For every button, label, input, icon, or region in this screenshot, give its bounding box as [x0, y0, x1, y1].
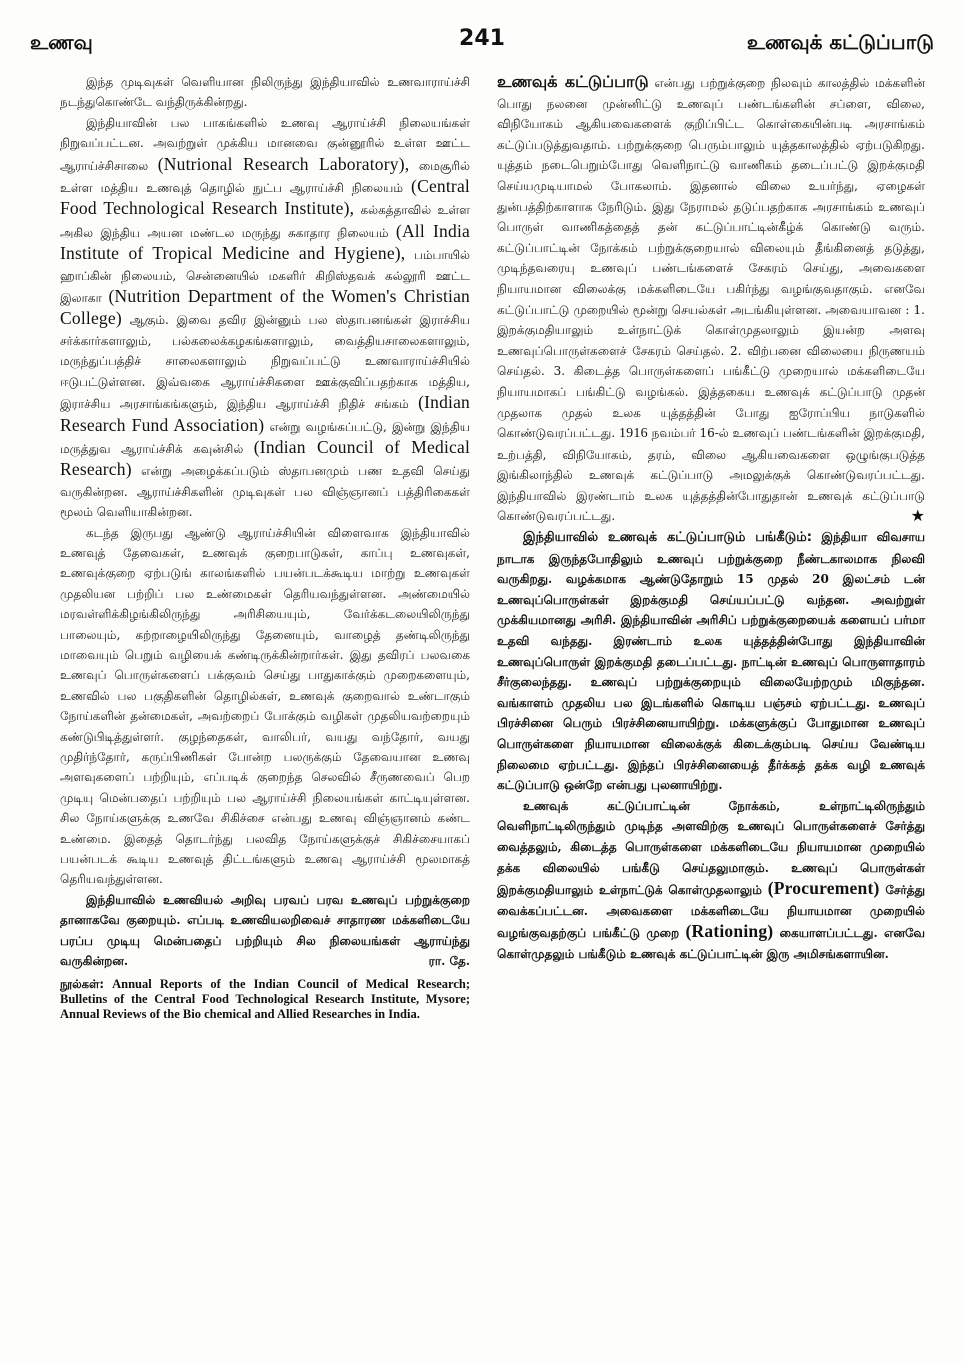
text-run: என்று வழங்கப்பட்டு, இன்று இந்திய மருத்துவ ஆராய்ச்சிக் கவுன்சில்: [60, 419, 470, 456]
header-right-title: உணவுக் கட்டுப்பாடு: [746, 30, 934, 54]
left-column: [60, 72, 470, 1022]
article-title: உணவுக் கட்டுப்பாடு: [497, 72, 649, 91]
english-term: (Nutrition Department of the Women's Christian College): [60, 286, 470, 329]
english-term: (Nutrional Research Laboratory),: [157, 153, 410, 174]
right-column: [497, 72, 925, 965]
paragraph-intro: [497, 72, 925, 527]
paragraph: கடந்த இருபது ஆண்டு ஆராய்ச்சியின் விளைவாக இந்தியாவில் உணவுத் தேவைகள், உணவுக் குறைபாடுகள், காப்பு உணவுகள், உணவுக்குறை ஏற்படுங் காலங்களில் பயன்படக்கூடிய மாற்று உணவுகள் முதலியன பற்றிப் பல உண்மைகள் தெரியவந்துள்ளன. அண்மையில் மரவள்ளிக்கிழங்கிலிருந்து அரிசியையும், வேர்க்கடலையிலிருந்து பாலையும், கற்றாழையிலிருந்து தேனையும், வாழைத் தண்டிலிருந்து மாவையும் பெறும் வழியைக் கண்டிருக்கின்றார்கள். இது தவிரப் பலவகை உணவுப் பொருள்களைப் பக்குவம் செய்து பாதுகாக்கும் முறைகளையும், உணவில் பல பகுதிகளின் தொழில்கள், உணவுக் குறைவால் உண்டாகும் நோய்களின் தன்மைகள், அவற்றைப் போக்கும் வழிகள் முதலியவற்றையும் கண்டுபிடித்துள்ளர். குழந்தைகள், வாலிபர், வயது வந்தோர், வயது முதிர்ந்தோர், கருப்பிணிகள் போன்ற பலருக்கும் தேவையான உணவு அளவுகளைப் பற்றியும், எப்படிக் குறைந்த செலவில் சீருணவைப் பெற முடியு மென்பதைப் பற்றியும் பல ஆராய்ச்சி நிலையங்கள் காட்டியுள்ளன. சில நோய்களுக்கு உணவே சிகிச்சை என்பது உணவு விஞ்ஞானம் கண்ட உண்மை. இதைத் தொடர்ந்து பலவித நோய்களுக்குச் சிகிச்சையாகப் பயன்படக் கூடிய உணவுத் திட்டங்களும் உணவு ஆராய்ச்சி மூலமாகத் தெரியவந்துள்ளன.: [60, 525, 470, 887]
paragraph-institutes: [60, 113, 470, 523]
year-text: 1916: [618, 426, 648, 442]
text-run: என்பது பற்றுக்குறை நிலவும் காலத்தில் மக்களின் பொது நலனை முன்னிட்டு உணவுப் பண்டங்களின் சப்ளை, விலை, விநியோகம் ஆகியவைகளைக் குறிப்பிட்ட கொள்கையின்படி அரசாங்கம் கட்டுப்படுத்துவதாம். பற்றுக்குறை பெரும்பாலும் யுத்தகாலத்தில் ஏற்படுகிறது. யுத்தம் நடைபெறும்போது வெளிநாட்டு வாணிகம் தடைப்பட்டு இறக்குமதி செய்யமுடியாமல் போகலாம். இதனால் விலை உயர்ந்து, ஏழைகள் துன்பத்திற்காளாக நேரிடும். இது நேராமல் தடுப்பதற்காக அரசாங்கம் உணவுப் பொருள் வாணிகத்தைத் தன் கட்டுப்பாட்டின்கீழ்க் கொண்டு வரும். கட்டுப்பாட்டின் நோக்கம் பற்றுக்குறையால் விலையும் தீங்கினைத் தடுத்து, முடிந்தவரையு உணவுப் பண்டங்களைச் சேகரம் செய்து, அவைகளை நியாயமான விலைக்கு மக்களிடையே பகிர்ந்து வழங்குவதாகும். எனவே கட்டுப்பாட்டு முறையில் மூன்று செயல்கள் அடங்கியுள்ளன. அவையாவன : 1. இறக்குமதியாலும் உள்நாட்டுக் கொள்முதலாலும் இயன்ற அளவு உணவுப்பொருள்களைச் சேகரம் செய்தல். 2. விற்பனை விலையை நிருணயம் செய்தல். 3. கிடைத்த பொருள்களைப் பங்கீட்டு முறையால் மக்களிடையே நியாயமாகப் பங்கிட்டு வழங்கல். இத்தகைய உணவுக் கட்டுப்பாடு முதன் முதலாக முதல் உலக யுத்தத்தின் போது ஐரோப்பிய நாடுகளில் கொண்டுவரப்பட்டது.: [497, 76, 925, 441]
references: [60, 977, 470, 1022]
text-run: பம்பாயில் ஹாப்கின் நிலையம், சென்னையில் மகளிர் கிறிஸ்தவக் கல்லூரி ஊட்ட இலாகா: [60, 248, 470, 306]
text-run: ஆகும். இவை தவிர இன்னும் பல ஸ்தாபனங்கள் இராச்சிய சர்க்கார்களாலும், பல்கலைக்கழகங்களாலும், வைத்தியசாலைகளாலும், மருந்துப்பத்திச் சாலைகளாலும் நிறுவப்பட்டு உணவாராய்ச்சியில் ஈடுபட்டுள்ளன. இவ்வகை ஆராய்ச்சிகளை ஊக்குவிப்பதற்காக மத்திய, இராச்சிய அரசாங்கங்களும், இந்திய ஆராய்ச்சி நிதிச் சங்கம்: [60, 313, 470, 412]
paragraph: [60, 890, 470, 972]
section-subtitle: இந்தியாவில் உணவுக் கட்டுப்பாடும் பங்கீடும்:: [523, 530, 812, 546]
english-term: (Indian Council of Medical Research): [60, 436, 470, 480]
text-run: உணவுக் கட்டுப்பாட்டின் நோக்கம், உள்நாட்டிலிருந்தும் வெளிநாட்டிலிருந்தும் முடிந்த அளவிற்கு உணவுப் பொருள்களைச் சேர்த்து வைத்தலும், கிடைத்த பொருள்களை மக்களிடையே நியாயமான முறையில் தக்க விலையில் பங்கீடு செய்தலுமாகும். உணவுப் பொருள்கள் இறக்குமதியாலும் உள்நாட்டுக் கொள்முதலாலும்: [497, 798, 925, 898]
english-term: (Central Food Technological Research Institute),: [60, 176, 470, 219]
text-run: நவம்பர் 16-ல் உணவுப் பண்டங்களின் இறக்குமதி, உற்பத்தி, விநியோகம், தரம், விலை ஆகியவைகளை ஒழுங்குபடுத்த இங்கிலாந்தில் உணவுக் கட்டுப்பாடு அமலுக்குக் கொண்டுவரப்பட்டது. இந்தியாவில் இரண்டாம் உலக யுத்தத்தின்போதுதான் உணவுக் கட்டுப்பாடு கொண்டுவரப்பட்டது.: [497, 426, 926, 524]
english-term: (Rationing): [685, 921, 774, 942]
paragraph-india: [497, 527, 925, 796]
star-icon: ★: [910, 506, 925, 526]
running-header: [0, 22, 964, 62]
references-label: நூல்கள்:: [60, 977, 104, 992]
paragraph-objective: [497, 796, 925, 965]
paragraph: இந்த முடிவுகள் வெளியான நிலிருந்து இந்தியாவில் உணவாராய்ச்சி நடந்துகொண்டே வந்திருக்கின்றது.: [60, 75, 470, 110]
references-text: Annual Reports of the Indian Council of Medical Research; Bulletins of the Central Food Technological Research Institute, Mysore; Annual Reviews of the Bio chemical and Allied Researches in India.: [60, 977, 470, 1022]
english-term: (Indian Research Fund Association): [60, 392, 470, 435]
text-run: இந்தியா விவசாய நாடாக இருந்தபோதிலும் உணவுப் பற்றுக்குறை நீண்டகாலமாக நிலவி வருகிறது. வழக்கமாக ஆண்டுதோறும் 15 முதல் 20 இலட்சம் டன் உணவுப்பொருள்கள் இறக்குமதி செய்யப்பட்டு வந்தன. அவற்றுள் முக்கியமானது அரிசி. இந்தியாவின் அரிசிப் பற்றுக்குறையைக் களையப் பர்மா உதவி வந்தது. இரண்டாம் உலக யுத்தத்தின்போது இந்தியாவின் உணவுப்பொருள் இறக்குமதி தடைப்பட்டது. நாட்டின் உணவுப் பொருளாதாரம் சீர்குலைந்தது. உணவுப் பற்றுக்குறையும் விலையேற்றமும் மிகுந்தன. வங்காளம் முதலிய பல இடங்களில் கொடிய பஞ்சம் ஏற்பட்டது. உணவுப் பிரச்சினை பெரும் பிரச்சினையாயிற்று. மக்களுக்குப் போதுமான உணவுப் பொருள்களை நியாயமான விலைக்குக் கிடைக்கும்படி செய்ய வேண்டிய நிலைமை ஏற்பட்டது. இந்தப் பிரச்சினையைத் தீர்க்கத் தக்க வழி உணவுக் கட்டுப்பாடு ஒன்றே என்பது புலனாயிற்று.: [497, 530, 926, 793]
text-run: இந்தியாவில் உணவியல் அறிவு பரவப் பரவ உணவுப் பற்றுக்குறை தானாகவே குறையும். எப்படி உணவியலறிவைச் சாதாரண மக்களிடையே பரப்ப முடியு மென்பதைப் பற்றியும் சில நிலையங்கள் ஆராய்ந்து வருகின்றன.: [60, 892, 470, 969]
text-run: கையாளப்பட்டது. எனவே கொள்முதலும் பங்கீடும் உணவுக் கட்டுப்பாட்டின் இரு அமிசங்களாயின.: [497, 926, 925, 961]
text-run: இந்தியாவின் பல பாகங்களில் உணவு ஆராய்ச்சி நிலையங்கள் நிறுவப்பட்டன. அவற்றுள் முக்கிய மானவை குன்னூரில் உள்ள ஊட்ட ஆராய்ச்சிசாலை: [60, 115, 470, 173]
text-run: என்று அழைக்கப்படும் ஸ்தாபனமும் பண உதவி செய்து வருகின்றன. ஆராய்ச்சிகளின் முடிவுகள் பல விஞ்ஞானப் பத்திரிகைகள் மூலம் வெளியாகின்றன.: [60, 464, 470, 520]
english-term: (All India Institute of Tropical Medicine and Hygiene),: [60, 220, 470, 264]
text-run: கல்கத்தாவில் உள்ள அகில இந்திய அயன மண்டல மருந்து சுகாதார நிலையம்: [60, 203, 470, 240]
text-run: மைசூரில் உள்ள மத்திய உணவுத் தொழில் நுட்ப ஆராய்ச்சி நிலையம்: [60, 158, 470, 196]
english-term: (Procurement): [767, 878, 880, 899]
text-run: சேர்த்து வைக்கப்பட்டன. அவைகளை மக்களிடையே நியாயமான முறையில் வழங்குவதற்குப் பங்கீட்டு முறை: [497, 883, 925, 941]
header-left-title: உணவு: [30, 30, 93, 54]
page-number: 241: [459, 26, 505, 51]
author-signature: ரா. தே.: [428, 954, 470, 969]
